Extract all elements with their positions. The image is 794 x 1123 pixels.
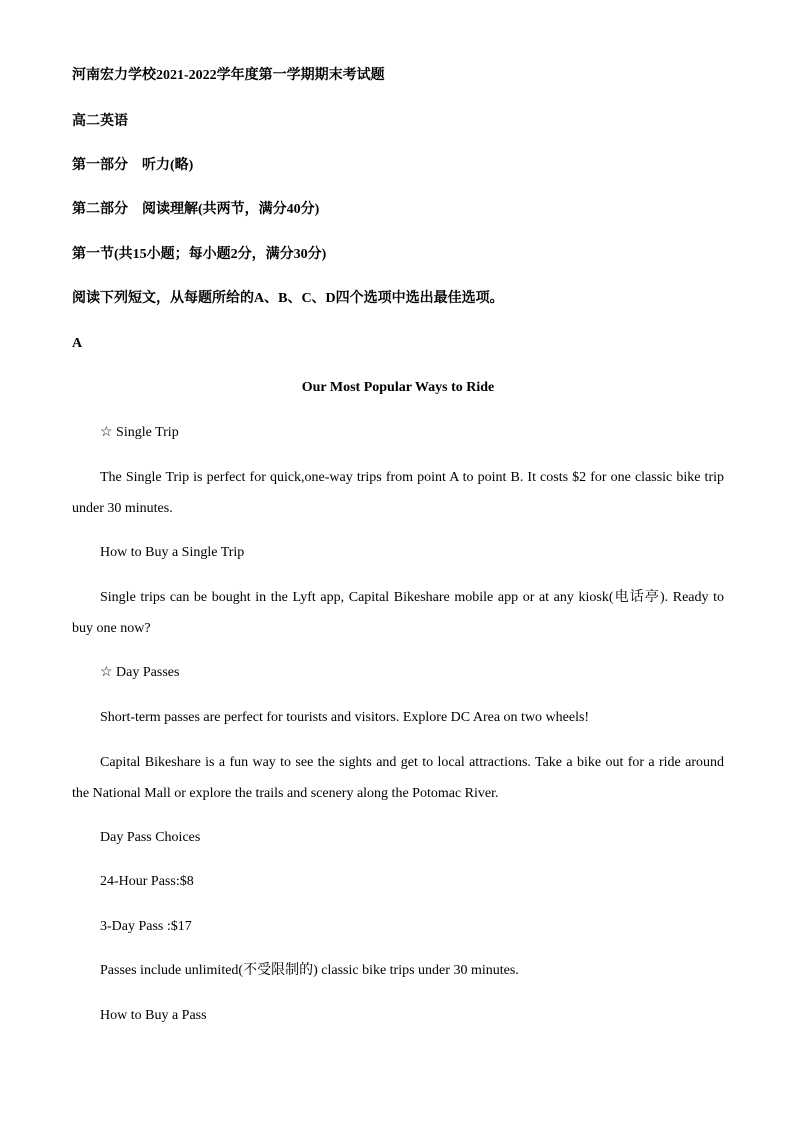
short-term-passes-text: Short-term passes are perfect for tourists and visitors. Explore DC Area on two wheels!: [100, 710, 590, 725]
passage-title: Our Most Popular Ways to Ride: [301, 380, 495, 395]
reading-instruction: 阅读下列短文，从每题所给的A、B、C、D四个选项中选出最佳选项。: [72, 291, 504, 306]
passes-include-text: Passes include unlimited(不受限制的) classic bike trips under 30 minutes.: [100, 963, 519, 978]
how-to-buy-pass-heading: How to Buy a Pass: [100, 1008, 207, 1023]
day-pass-choices-heading: Day Pass Choices: [100, 830, 201, 845]
single-trip-description: The Single Trip is perfect for quick,one-way trips from point A to point B. It costs $2 for one classic bike trip under 30 minutes.: [72, 470, 724, 516]
school-exam-title: 河南宏力学校2021-2022学年度第一学期期末考试题: [72, 68, 385, 83]
section-one-heading: 第一节(共15小题；每小题2分，满分30分): [72, 247, 327, 262]
part-two-heading: 第二部分 阅读理解(共两节，满分40分): [72, 202, 320, 217]
part-one-heading: 第一部分 听力(略): [72, 158, 194, 173]
subject-title: 高二英语: [72, 114, 128, 129]
capital-bikeshare-description: Capital Bikeshare is a fun way to see the sights and get to local attractions. Take a bike out for a ride around the National Mall or explore the trails and scenery along the Potomac River.: [72, 755, 724, 801]
passage-label: A: [72, 336, 83, 351]
pass-3-day: 3-Day Pass :$17: [100, 919, 192, 934]
single-trip-buy-description: Single trips can be bought in the Lyft app, Capital Bikeshare mobile app or at any kiosk(电话亭). Ready to buy one now?: [72, 590, 724, 636]
day-passes-heading: ☆ Day Passes: [100, 665, 180, 680]
pass-24-hour: 24-Hour Pass:$8: [100, 874, 194, 889]
how-to-buy-single-heading: How to Buy a Single Trip: [100, 545, 245, 560]
single-trip-heading: ☆ Single Trip: [100, 425, 179, 440]
